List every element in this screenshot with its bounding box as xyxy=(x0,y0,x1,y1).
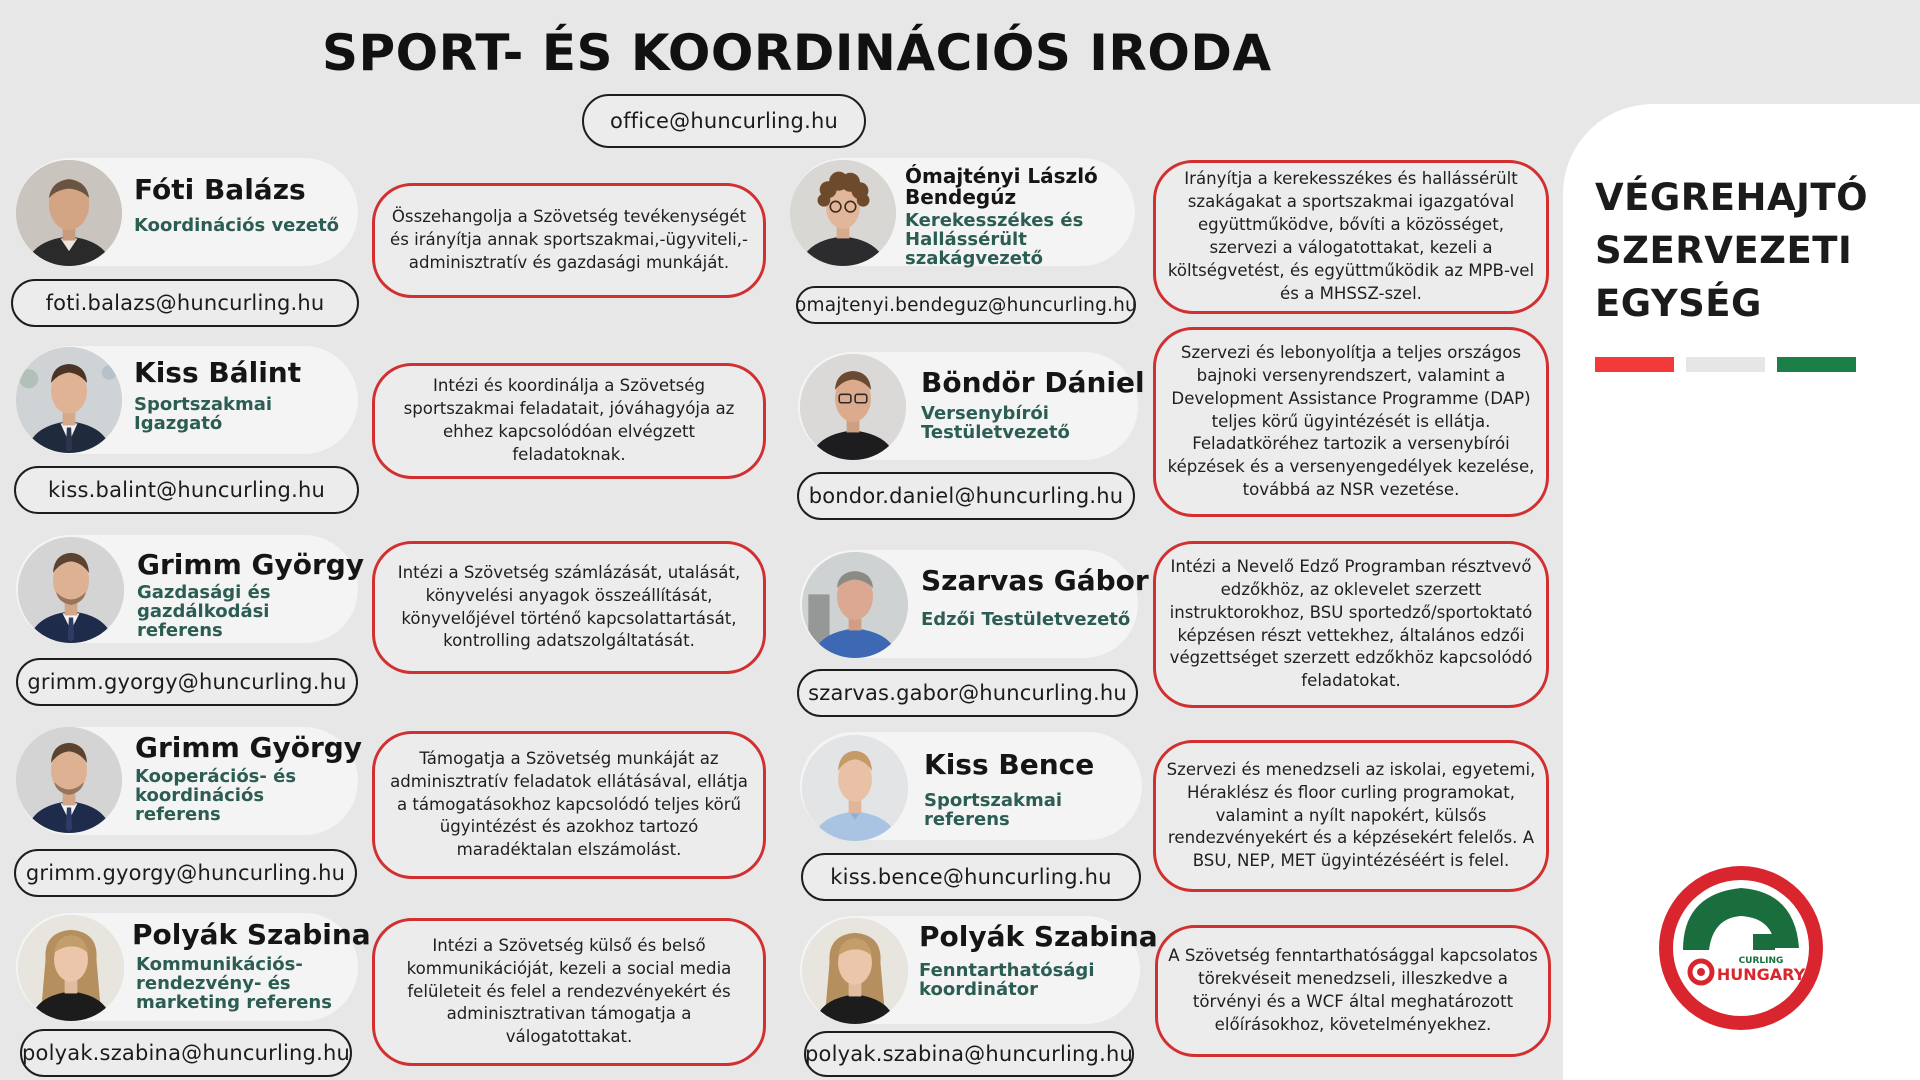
logo-big-text: HUNGARY xyxy=(1716,965,1806,984)
email-polyak-szabina[interactable]: polyak.szabina@huncurling.hu xyxy=(20,1029,352,1077)
description: Szervezi és menedzseli az iskolai, egyetemi, Héraklész és floor curling programokat, valamint a nyílt napokért, külsős rendezvényekért és a képzésekért felelős. A BSU, NEP, MET ügyintézéséért is felel. xyxy=(1153,740,1549,892)
person-role: Sportszakmai Igazgató xyxy=(134,394,273,434)
person-name: Ómajtényi László Bendegúz xyxy=(905,164,1098,209)
email-omajtenyi-bendeguz[interactable]: omajtenyi.bendeguz@huncurling.hu xyxy=(796,286,1136,324)
avatar xyxy=(18,537,124,643)
person-role: Sportszakmai referens xyxy=(924,790,1063,830)
logo-small-text: CURLING xyxy=(1738,956,1784,966)
avatar xyxy=(16,347,122,453)
avatar xyxy=(790,160,896,266)
avatar xyxy=(16,160,122,266)
email-polyak-szabina-2[interactable]: polyak.szabina@huncurling.hu xyxy=(804,1031,1134,1077)
email-szarvas-gabor[interactable]: szarvas.gabor@huncurling.hu xyxy=(797,669,1138,717)
page-title: SPORT- ÉS KOORDINÁCIÓS IRODA xyxy=(322,24,1272,82)
email-foti-balazs[interactable]: foti.balazs@huncurling.hu xyxy=(11,279,359,327)
person-role: Kommunikációs-rendezvény- és marketing referens xyxy=(136,954,332,1013)
avatar xyxy=(802,552,908,658)
person-name: Grimm György xyxy=(137,548,365,581)
person-role: Gazdasági és gazdálkodási referens xyxy=(137,582,271,641)
description: Támogatja a Szövetség munkáját az adminisztratív feladatok ellátásával, ellátja a támogatásokhoz kapcsolódó teljes körű ügyintézést és azokhoz tartozó maradéktalan elszámolást. xyxy=(372,731,766,879)
person-role: Edzői Testületvezető xyxy=(921,609,1131,630)
email-grimm-gyorgy-1[interactable]: grimm.gyorgy@huncurling.hu xyxy=(16,658,358,706)
person-name: Kiss Bálint xyxy=(134,356,302,389)
description: Intézi a Nevelő Edző Programban résztvevő edzőkhöz, az oklevelet szerzett instruktorokhoz, BSU sportedző/sportoktató képzésen részt vettekhez, általános edzői végzettséget szerzett edzőkhöz kapcsolódó feladatokat. xyxy=(1153,541,1549,708)
person-role: Kooperációs- és koordinációs referens xyxy=(135,766,297,825)
curling-hungary-logo xyxy=(1657,864,1825,1032)
avatar xyxy=(800,354,906,460)
description: Intézi a Szövetség számlázását, utalását, könyvelési anyagok összeállítását, könyvelőjével történő kapcsolattartását, kontrolling adatszolgáltatását. xyxy=(372,541,766,674)
person-name: Polyák Szabina xyxy=(132,918,371,951)
person-name: Szarvas Gábor xyxy=(921,564,1149,597)
person-name: Böndör Dániel xyxy=(921,366,1145,399)
email-kiss-balint[interactable]: kiss.balint@huncurling.hu xyxy=(14,466,359,514)
panel-title: VÉGREHAJTÓ SZERVEZETI EGYSÉG xyxy=(1595,176,1869,325)
avatar xyxy=(802,918,908,1024)
person-role: Fenntarthatósági koordinátor xyxy=(919,960,1095,1000)
flag-stripe-red xyxy=(1595,357,1674,372)
flag-stripe-green xyxy=(1777,357,1856,372)
avatar xyxy=(18,915,124,1021)
person-name: Grimm György xyxy=(135,731,363,764)
person-role: Kerekesszékes és Hallássérült szakágvezető xyxy=(905,210,1084,269)
description: Intézi és koordinálja a Szövetség sportszakmai feladatait, jóváhagyója az ehhez kapcsolódóan elvégzett feladatoknak. xyxy=(372,363,766,479)
person-role: Versenybírói Testületvezető xyxy=(921,403,1070,443)
description: A Szövetség fenntarthatósággal kapcsolatos törekvéseit menedzseli, illeszkedve a törvényi és a WCF által meghatározott előírásokhoz, követelményekhez. xyxy=(1155,925,1551,1057)
office-email[interactable]: office@huncurling.hu xyxy=(582,94,866,148)
person-name: Polyák Szabina xyxy=(919,920,1158,953)
person-name: Fóti Balázs xyxy=(134,173,306,206)
description: Intézi a Szövetség külső és belső kommunikációját, kezeli a social media felületeit és felel a rendezvényekért és adminisztrativan támogatja a válogatottakat. xyxy=(372,918,766,1066)
person-role: Koordinációs vezető xyxy=(134,215,340,236)
email-grimm-gyorgy-2[interactable]: grimm.gyorgy@huncurling.hu xyxy=(14,849,357,897)
flag-stripe-white xyxy=(1686,357,1765,372)
description: Irányítja a kerekesszékes és hallássérült szakágakat a sportszakmai igazgatóval együttműködve, bővíti a közösséget, szervezi a válogatottakat, kezeli a költségvetést, és együttműködik az MPB-vel és a MHSSZ-szel. xyxy=(1153,160,1549,314)
avatar xyxy=(16,727,122,833)
description: Szervezi és lebonyolítja a teljes országos bajnoki versenyrendszert, valamint a Development Assistance Programme (DAP) teljes körű ügyintézését is ellátja. Feladatköréhez tartozik a versenybírói képzések és a versenyengedélyek kezelése, továbbá az NSR vezetése. xyxy=(1153,327,1549,517)
email-kiss-bence[interactable]: kiss.bence@huncurling.hu xyxy=(801,853,1141,901)
person-name: Kiss Bence xyxy=(924,748,1095,781)
description: Összehangolja a Szövetség tevékenységét és irányítja annak sportszakmai,-ügyviteli,-adminisztratív és gazdasági munkáját. xyxy=(372,183,766,298)
email-bondor-daniel[interactable]: bondor.daniel@huncurling.hu xyxy=(797,472,1135,520)
avatar xyxy=(802,735,908,841)
